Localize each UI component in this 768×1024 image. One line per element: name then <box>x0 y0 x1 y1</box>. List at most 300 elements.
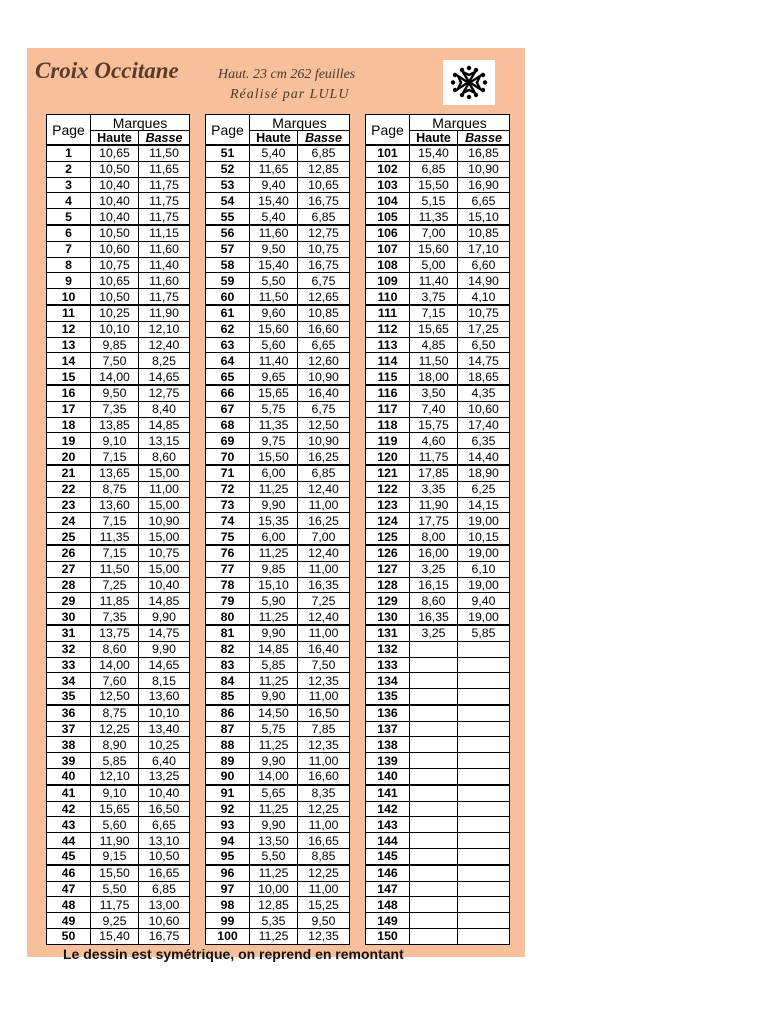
page-number-cell: 95 <box>206 849 250 865</box>
haute-cell <box>410 833 458 849</box>
haute-cell: 17,75 <box>410 513 458 529</box>
page-number-cell: 3 <box>47 177 91 193</box>
basse-cell: 6,65 <box>458 193 510 209</box>
basse-cell: 11,00 <box>298 497 350 513</box>
basse-cell: 6,65 <box>298 337 350 353</box>
page-number-cell: 29 <box>47 593 91 609</box>
page-number-cell: 148 <box>366 897 410 913</box>
page-number-cell: 5 <box>47 209 91 225</box>
page-number-cell: 53 <box>206 177 250 193</box>
haute-cell: 11,85 <box>91 593 139 609</box>
table-row <box>206 273 350 289</box>
basse-cell: 13,00 <box>139 897 190 913</box>
page-number-cell: 40 <box>47 769 91 785</box>
page-number-cell: 26 <box>47 545 91 561</box>
basse-cell: 13,25 <box>139 769 190 785</box>
haute-cell: 7,40 <box>410 401 458 417</box>
haute-cell: 5,85 <box>250 657 298 673</box>
table-row <box>206 657 350 673</box>
page-number-cell: 100 <box>206 929 250 945</box>
page-number-cell: 31 <box>47 625 91 641</box>
page-number-cell: 99 <box>206 913 250 929</box>
table-row <box>47 577 190 593</box>
basse-cell <box>458 721 510 737</box>
table-row <box>206 513 350 529</box>
page-number-cell: 43 <box>47 817 91 833</box>
haute-cell: 14,00 <box>91 657 139 673</box>
haute-cell: 9,90 <box>250 817 298 833</box>
table-row <box>47 673 190 689</box>
haute-cell: 8,60 <box>91 641 139 657</box>
haute-cell: 9,65 <box>250 369 298 385</box>
basse-cell: 6,65 <box>139 817 190 833</box>
basse-cell: 10,65 <box>298 177 350 193</box>
haute-cell <box>410 721 458 737</box>
page-number-cell: 74 <box>206 513 250 529</box>
haute-cell: 11,60 <box>250 225 298 241</box>
haute-cell: 15,40 <box>410 145 458 161</box>
haute-cell: 11,50 <box>410 353 458 369</box>
basse-cell: 8,40 <box>139 401 190 417</box>
page-number-cell: 64 <box>206 353 250 369</box>
haute-cell: 15,50 <box>250 449 298 465</box>
page-number-cell: 97 <box>206 881 250 897</box>
haute-cell: 15,60 <box>250 321 298 337</box>
marks-table-2 <box>205 114 350 945</box>
basse-cell: 10,85 <box>458 225 510 241</box>
haute-cell: 16,35 <box>410 609 458 625</box>
haute-cell: 9,10 <box>91 433 139 449</box>
haute-cell: 16,00 <box>410 545 458 561</box>
page-number-cell: 133 <box>366 657 410 673</box>
table-row <box>206 929 350 945</box>
basse-cell: 16,60 <box>298 769 350 785</box>
basse-cell: 16,65 <box>139 865 190 881</box>
page-number-cell: 68 <box>206 417 250 433</box>
haute-cell: 8,75 <box>91 705 139 721</box>
table-row <box>366 641 510 657</box>
page-number-cell: 57 <box>206 241 250 257</box>
basse-cell <box>458 769 510 785</box>
haute-cell: 7,00 <box>410 225 458 241</box>
table-row <box>366 353 510 369</box>
table-row <box>206 193 350 209</box>
basse-cell: 11,40 <box>139 257 190 273</box>
basse-cell: 13,60 <box>139 689 190 705</box>
haute-cell: 15,40 <box>250 193 298 209</box>
page-number-cell: 103 <box>366 177 410 193</box>
page-number-cell: 73 <box>206 497 250 513</box>
haute-cell: 11,90 <box>91 833 139 849</box>
table-row <box>206 289 350 305</box>
haute-cell: 9,10 <box>91 785 139 801</box>
table-row <box>366 865 510 881</box>
haute-cell: 8,75 <box>91 481 139 497</box>
table-row <box>206 385 350 401</box>
page-number-cell: 56 <box>206 225 250 241</box>
table-row <box>47 545 190 561</box>
basse-cell: 6,60 <box>458 257 510 273</box>
basse-cell: 6,75 <box>298 401 350 417</box>
table-row <box>206 673 350 689</box>
page-number-cell: 37 <box>47 721 91 737</box>
haute-cell: 11,90 <box>410 497 458 513</box>
table-row <box>366 257 510 273</box>
haute-cell: 13,50 <box>250 833 298 849</box>
basse-cell: 11,75 <box>139 177 190 193</box>
basse-cell: 15,00 <box>139 497 190 513</box>
page-number-cell: 101 <box>366 145 410 161</box>
page-number-cell: 128 <box>366 577 410 593</box>
haute-cell: 16,15 <box>410 577 458 593</box>
table-row <box>47 849 190 865</box>
basse-column-header: Basse <box>298 131 350 146</box>
table-row <box>366 913 510 929</box>
page-number-cell: 109 <box>366 273 410 289</box>
basse-cell: 10,15 <box>458 529 510 545</box>
basse-cell <box>458 801 510 817</box>
page-number-cell: 34 <box>47 673 91 689</box>
table-row <box>366 401 510 417</box>
haute-cell: 5,40 <box>250 209 298 225</box>
page-number-cell: 55 <box>206 209 250 225</box>
basse-cell: 9,50 <box>298 913 350 929</box>
basse-cell: 11,50 <box>139 145 190 161</box>
pattern-subtitle: Haut. 23 cm 262 feuilles <box>218 67 356 82</box>
page-number-cell: 83 <box>206 657 250 673</box>
basse-cell: 17,10 <box>458 241 510 257</box>
table-row <box>206 833 350 849</box>
haute-cell: 13,65 <box>91 465 139 481</box>
haute-cell: 9,90 <box>250 753 298 769</box>
basse-cell: 15,00 <box>139 529 190 545</box>
table-row <box>47 785 190 801</box>
basse-cell: 10,90 <box>298 433 350 449</box>
haute-cell: 10,40 <box>91 177 139 193</box>
basse-cell: 9,40 <box>458 593 510 609</box>
basse-cell: 6,10 <box>458 561 510 577</box>
table-row <box>47 609 190 625</box>
page-number-cell: 123 <box>366 497 410 513</box>
table-row <box>47 193 190 209</box>
basse-cell: 7,85 <box>298 721 350 737</box>
page-number-cell: 65 <box>206 369 250 385</box>
table-row <box>206 497 350 513</box>
table-row <box>47 513 190 529</box>
table-row <box>206 769 350 785</box>
basse-cell: 12,85 <box>298 161 350 177</box>
page-number-cell: 24 <box>47 513 91 529</box>
haute-cell: 17,85 <box>410 465 458 481</box>
basse-cell: 8,35 <box>298 785 350 801</box>
basse-cell: 14,65 <box>139 657 190 673</box>
basse-cell: 8,85 <box>298 849 350 865</box>
table-row <box>366 721 510 737</box>
basse-cell: 14,90 <box>458 273 510 289</box>
basse-cell: 18,65 <box>458 369 510 385</box>
page-number-cell: 150 <box>366 929 410 945</box>
table-row <box>47 865 190 881</box>
haute-cell: 12,10 <box>91 769 139 785</box>
page-number-cell: 50 <box>47 929 91 945</box>
page-number-cell: 141 <box>366 785 410 801</box>
page-number-cell: 70 <box>206 449 250 465</box>
page-number-cell: 28 <box>47 577 91 593</box>
basse-cell <box>458 913 510 929</box>
table-row <box>206 913 350 929</box>
haute-cell: 11,25 <box>250 929 298 945</box>
haute-cell <box>410 881 458 897</box>
page-number-cell: 122 <box>366 481 410 497</box>
basse-cell: 11,00 <box>298 753 350 769</box>
table-row <box>206 145 350 161</box>
haute-cell: 5,65 <box>250 785 298 801</box>
haute-cell: 13,75 <box>91 625 139 641</box>
table-row <box>366 193 510 209</box>
table-row <box>366 449 510 465</box>
basse-cell: 10,90 <box>298 369 350 385</box>
haute-cell: 15,65 <box>91 801 139 817</box>
table-row <box>366 177 510 193</box>
page-number-cell: 46 <box>47 865 91 881</box>
table-row <box>366 273 510 289</box>
page-number-cell: 137 <box>366 721 410 737</box>
haute-column-header: Haute <box>91 131 139 146</box>
page-number-cell: 4 <box>47 193 91 209</box>
table-row <box>366 385 510 401</box>
page-number-cell: 76 <box>206 545 250 561</box>
table-row <box>47 705 190 721</box>
marks-table-1 <box>46 114 190 945</box>
haute-cell: 5,15 <box>410 193 458 209</box>
table-row <box>366 673 510 689</box>
table-row <box>47 161 190 177</box>
table-row <box>206 561 350 577</box>
page-number-cell: 138 <box>366 737 410 753</box>
basse-cell: 14,85 <box>139 593 190 609</box>
table-row <box>366 513 510 529</box>
basse-cell: 11,00 <box>139 481 190 497</box>
table-row <box>47 273 190 289</box>
table-row <box>366 289 510 305</box>
page-number-cell: 12 <box>47 321 91 337</box>
haute-cell: 15,10 <box>250 577 298 593</box>
basse-cell: 11,75 <box>139 289 190 305</box>
table-row <box>47 897 190 913</box>
table-row <box>206 449 350 465</box>
page-number-cell: 23 <box>47 497 91 513</box>
haute-cell: 9,85 <box>250 561 298 577</box>
basse-cell: 11,65 <box>139 161 190 177</box>
table-row <box>366 705 510 721</box>
haute-cell: 3,25 <box>410 561 458 577</box>
table-row <box>206 225 350 241</box>
basse-cell: 16,75 <box>298 193 350 209</box>
page-number-cell: 59 <box>206 273 250 289</box>
page-number-cell: 94 <box>206 833 250 849</box>
table-row <box>47 449 190 465</box>
basse-cell: 10,85 <box>298 305 350 321</box>
basse-cell: 12,75 <box>139 385 190 401</box>
basse-cell: 6,85 <box>298 145 350 161</box>
page-number-cell: 66 <box>206 385 250 401</box>
haute-cell: 18,00 <box>410 369 458 385</box>
page-number-cell: 96 <box>206 865 250 881</box>
page-number-cell: 7 <box>47 241 91 257</box>
haute-cell <box>410 753 458 769</box>
table-row <box>47 689 190 705</box>
haute-cell: 6,85 <box>410 161 458 177</box>
basse-cell: 16,40 <box>298 641 350 657</box>
haute-cell: 9,75 <box>250 433 298 449</box>
haute-cell: 11,25 <box>250 481 298 497</box>
table-row <box>366 737 510 753</box>
haute-cell: 5,75 <box>250 401 298 417</box>
basse-cell: 13,10 <box>139 833 190 849</box>
basse-column-header: Basse <box>458 131 510 146</box>
table-row <box>206 897 350 913</box>
table-row <box>47 177 190 193</box>
page-number-cell: 149 <box>366 913 410 929</box>
page-number-cell: 140 <box>366 769 410 785</box>
page-number-cell: 6 <box>47 225 91 241</box>
haute-cell: 15,35 <box>250 513 298 529</box>
basse-cell: 14,75 <box>458 353 510 369</box>
basse-cell: 11,00 <box>298 881 350 897</box>
table-row <box>206 801 350 817</box>
page-number-cell: 51 <box>206 145 250 161</box>
haute-cell: 15,50 <box>91 865 139 881</box>
table-row <box>206 209 350 225</box>
basse-cell: 7,50 <box>298 657 350 673</box>
haute-cell: 15,40 <box>91 929 139 945</box>
basse-cell: 16,40 <box>298 385 350 401</box>
page-number-cell: 16 <box>47 385 91 401</box>
page-number-cell: 38 <box>47 737 91 753</box>
table-row <box>206 241 350 257</box>
haute-cell: 11,35 <box>410 209 458 225</box>
haute-cell: 15,65 <box>250 385 298 401</box>
haute-cell: 7,15 <box>91 513 139 529</box>
haute-cell <box>410 897 458 913</box>
basse-cell <box>458 865 510 881</box>
haute-cell <box>410 913 458 929</box>
table-row <box>47 353 190 369</box>
basse-cell: 11,00 <box>298 817 350 833</box>
basse-cell: 10,75 <box>139 545 190 561</box>
haute-cell: 11,50 <box>91 561 139 577</box>
haute-cell: 12,25 <box>91 721 139 737</box>
basse-cell: 11,00 <box>298 689 350 705</box>
table-row <box>206 705 350 721</box>
table-row <box>206 529 350 545</box>
table-row <box>206 785 350 801</box>
basse-cell: 14,85 <box>139 417 190 433</box>
haute-cell <box>410 865 458 881</box>
haute-cell <box>410 801 458 817</box>
basse-cell: 10,90 <box>139 513 190 529</box>
page-number-cell: 146 <box>366 865 410 881</box>
page-number-cell: 54 <box>206 193 250 209</box>
table-row <box>47 241 190 257</box>
haute-cell <box>410 817 458 833</box>
basse-cell: 15,25 <box>298 897 350 913</box>
basse-cell: 17,40 <box>458 417 510 433</box>
page-number-cell: 10 <box>47 289 91 305</box>
basse-cell: 19,00 <box>458 513 510 529</box>
haute-cell: 10,75 <box>91 257 139 273</box>
haute-cell: 13,60 <box>91 497 139 513</box>
occitan-cross-icon <box>443 60 495 105</box>
haute-cell: 10,10 <box>91 321 139 337</box>
basse-cell <box>458 641 510 657</box>
page-number-cell: 1 <box>47 145 91 161</box>
basse-cell: 6,85 <box>298 209 350 225</box>
haute-column-header: Haute <box>250 131 298 146</box>
page-number-cell: 102 <box>366 161 410 177</box>
haute-cell: 5,60 <box>91 817 139 833</box>
basse-cell: 12,35 <box>298 737 350 753</box>
page-number-cell: 119 <box>366 433 410 449</box>
table-row <box>366 785 510 801</box>
table-row <box>366 337 510 353</box>
table-row <box>206 817 350 833</box>
basse-cell: 5,85 <box>458 625 510 641</box>
page-number-cell: 63 <box>206 337 250 353</box>
page-number-cell: 33 <box>47 657 91 673</box>
table-row <box>47 881 190 897</box>
basse-cell: 11,00 <box>298 625 350 641</box>
haute-cell: 5,50 <box>250 849 298 865</box>
table-row <box>206 353 350 369</box>
haute-cell: 4,60 <box>410 433 458 449</box>
page-number-cell: 92 <box>206 801 250 817</box>
basse-cell <box>458 737 510 753</box>
page-number-cell: 144 <box>366 833 410 849</box>
page-number-cell: 110 <box>366 289 410 305</box>
page-number-cell: 108 <box>366 257 410 273</box>
basse-cell: 15,10 <box>458 209 510 225</box>
basse-cell: 6,35 <box>458 433 510 449</box>
page-number-cell: 62 <box>206 321 250 337</box>
basse-cell: 12,10 <box>139 321 190 337</box>
table-row <box>47 769 190 785</box>
haute-cell: 10,50 <box>91 289 139 305</box>
basse-cell: 14,75 <box>139 625 190 641</box>
basse-cell: 8,60 <box>139 449 190 465</box>
page-number-cell: 18 <box>47 417 91 433</box>
basse-cell: 12,35 <box>298 929 350 945</box>
page-number-cell: 48 <box>47 897 91 913</box>
basse-cell: 16,90 <box>458 177 510 193</box>
table-row <box>366 817 510 833</box>
basse-cell: 9,90 <box>139 609 190 625</box>
table-row <box>366 161 510 177</box>
haute-cell: 3,50 <box>410 385 458 401</box>
haute-cell: 9,60 <box>250 305 298 321</box>
page-number-cell: 58 <box>206 257 250 273</box>
basse-cell: 7,25 <box>298 593 350 609</box>
page-number-cell: 112 <box>366 321 410 337</box>
haute-cell: 11,75 <box>410 449 458 465</box>
basse-cell: 11,60 <box>139 241 190 257</box>
table-row <box>206 881 350 897</box>
table-row <box>47 369 190 385</box>
haute-cell: 9,85 <box>91 337 139 353</box>
table-row <box>47 801 190 817</box>
haute-cell: 7,60 <box>91 673 139 689</box>
pattern-title: Croix Occitane <box>35 58 179 83</box>
